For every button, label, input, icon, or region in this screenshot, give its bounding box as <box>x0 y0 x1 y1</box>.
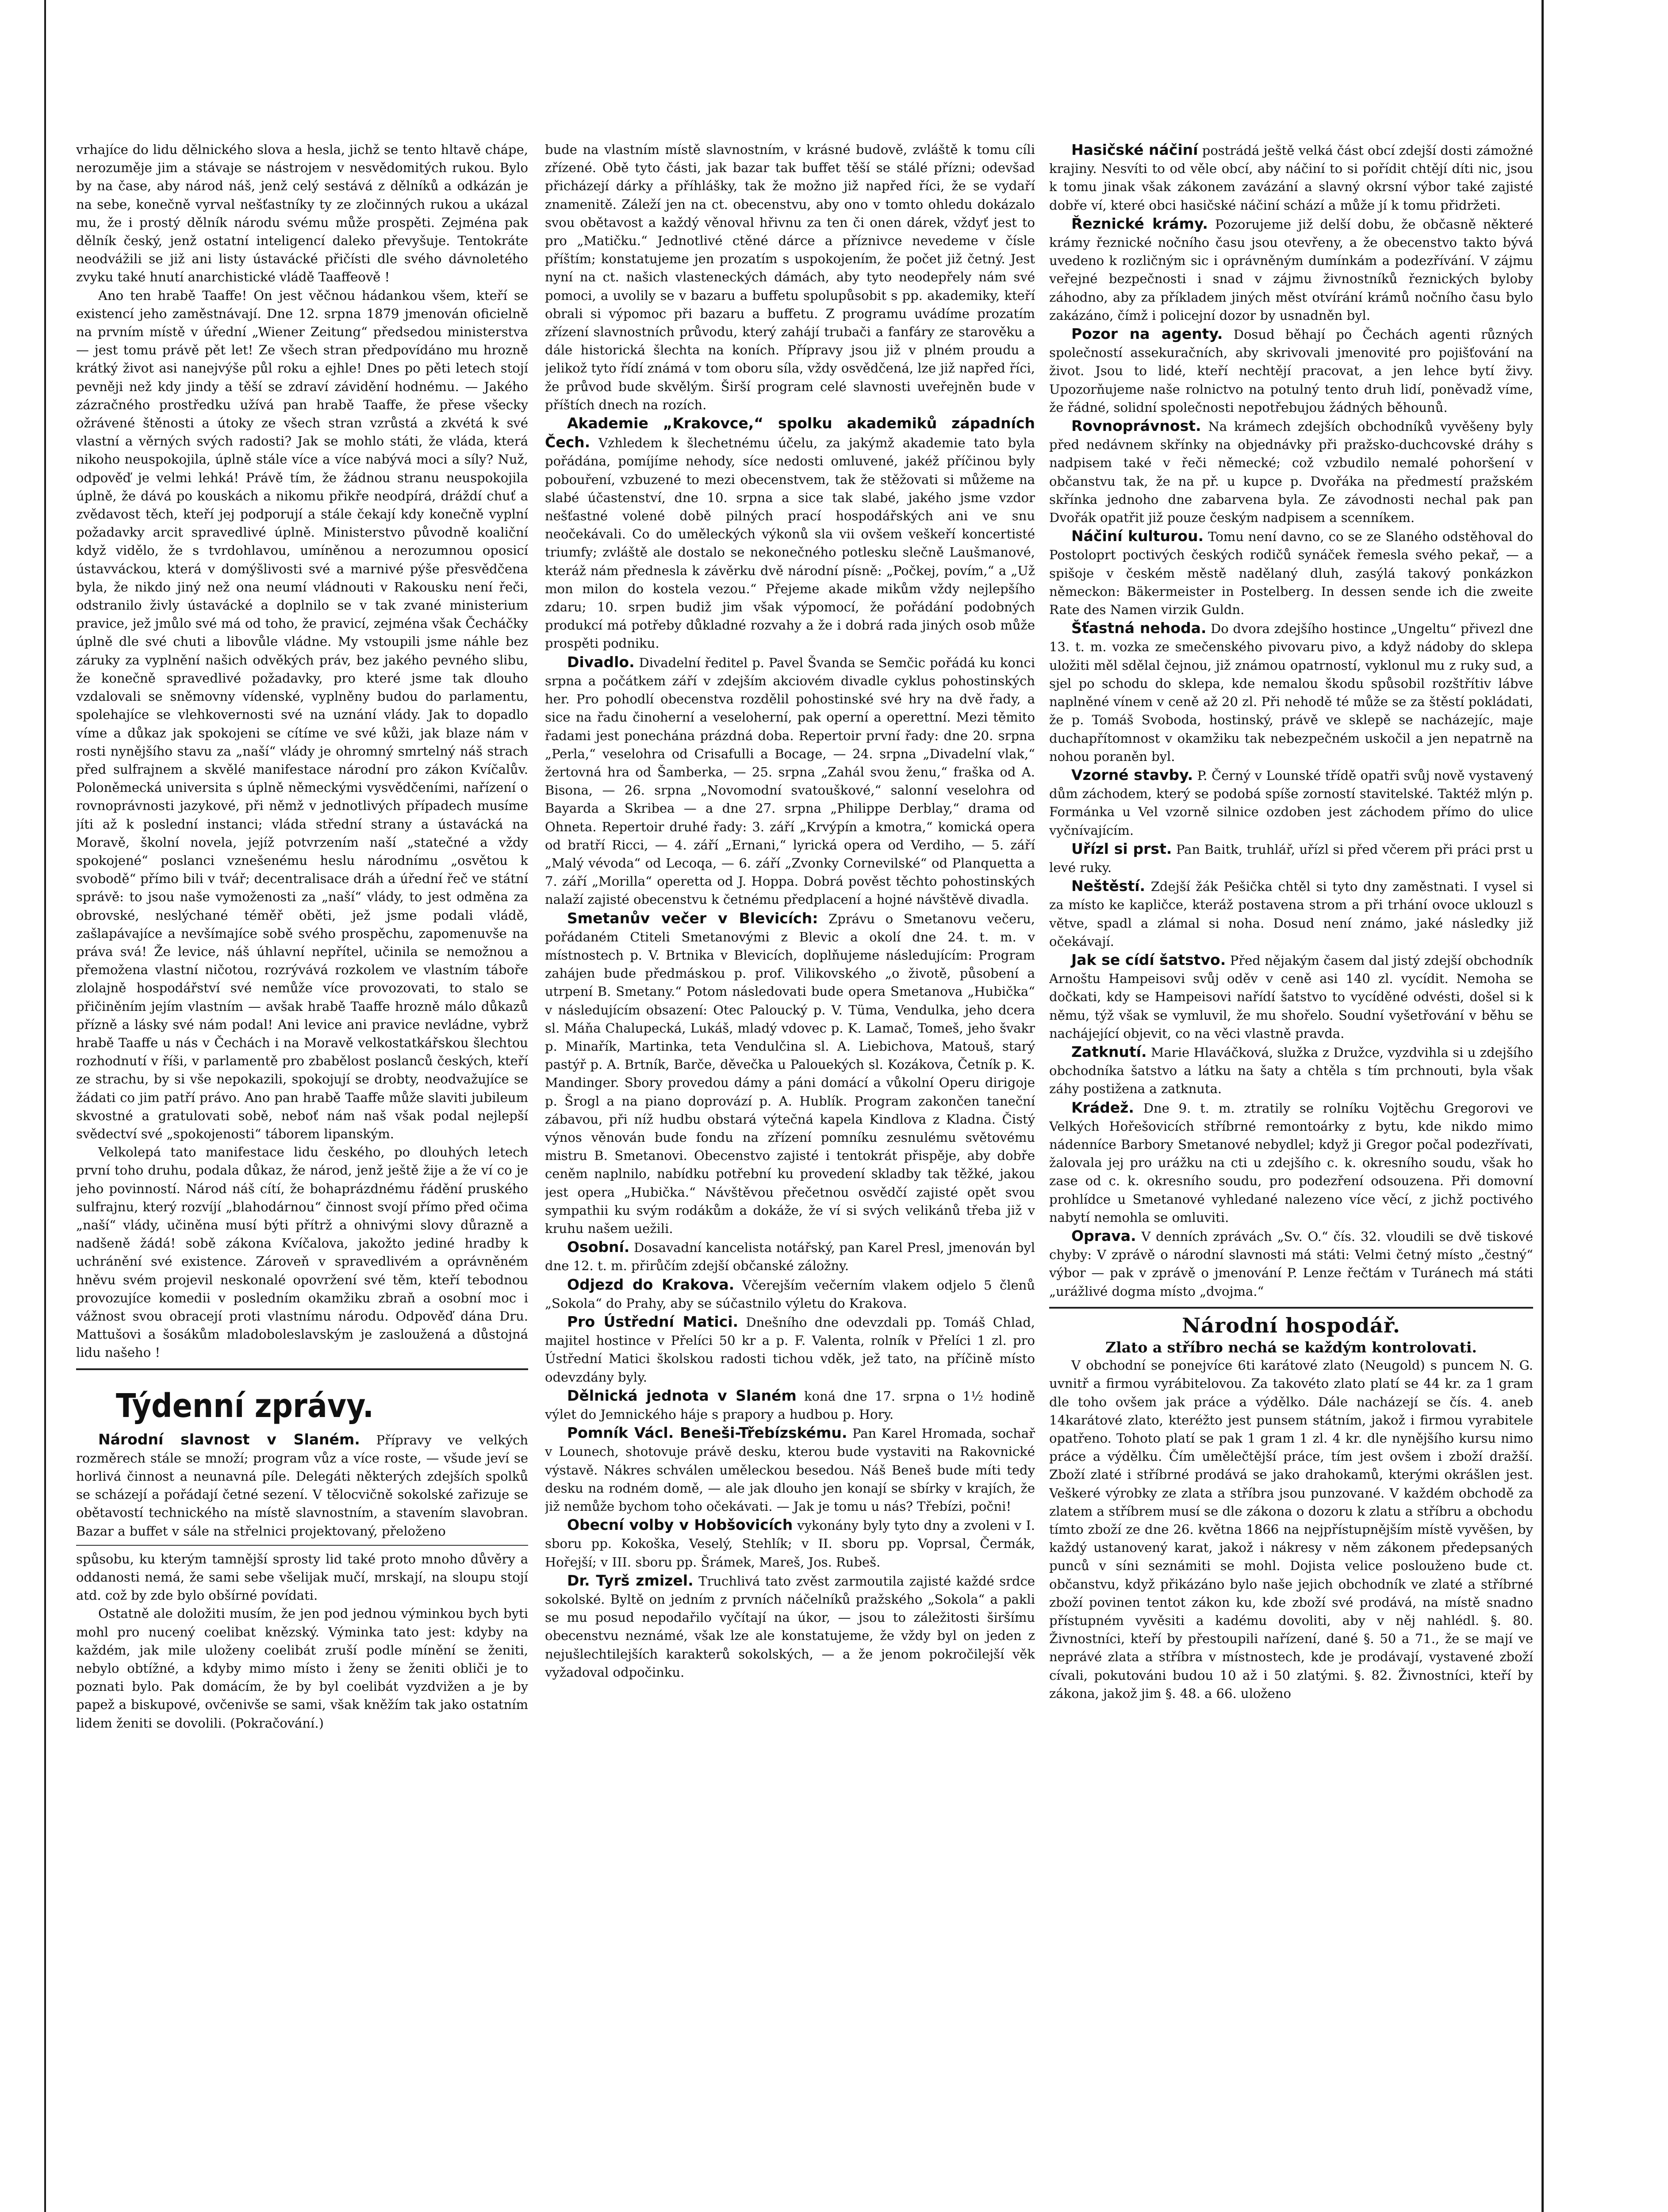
news-heading: Rovnoprávnost. <box>1071 417 1201 435</box>
news-heading: Osobní. <box>567 1238 630 1256</box>
article-paragraph: vrhajíce do lidu dělnického slova a hesla, jichž se tento hltavě chápe, nerozuměje jim a stávaje se nástrojem v nesvědomitých rukou. Bylo by na čase, aby národ náš, jenž celý sestává z dělníků a odkázán je na sebe, konečně vyrval nešťastníky ty ze zločinných rukou a ukázal mu, že i prostý dělník národu svému může prospěti. Zejména pak dělník český, jenž ostatní inteligencí daleko převyšuje. Tentokráte neodvážili se již ani listy ústavácké přičísti dle svého dávnoletého zvyku také hnutí anarchistické vládě Taaffeově ! <box>76 142 528 285</box>
news-text: koná dne 17. srpna o 1½ hodině výlet do Jemnického háje s prapory a hudbou p. Hory. <box>545 1388 1035 1422</box>
news-text: Pozorujeme již delší dobu, že občasně některé krámy řeznické nočního času jsou otevřeny, a že obecenstvo takto bývá uvedeno k rozličným sic i oprávněným dumínkám a podezřívání. V zájmu veřejné bezpečnosti i snad v zájmu živnostníků řeznických byloby záhodno, aby za příkladem jiných měst otvírání krámů nočního času bylo zakázáno, čímž i policejní dozor by usnadněn byl. <box>1049 216 1533 323</box>
column-1 <box>76 141 528 2212</box>
news-text: Na krámech zdejších obchodníků vyvěšeny byly před nedávnem skřínky na objednávky při pražsko-duchcovské dráhy s nadpisem také v řeči německé; což vzbudilo nemalé pohoršení v občanstvu tak, že na př. u kupce p. Dvořáka na předmestí pražském skřínka jednoho dne zabarvena byla. Ze závodnosti nechal pak pan Dvořák opatřit již pouze českým nadpisem a scenníkem. <box>1049 419 1533 526</box>
article-paragraph: Velkolepá tato manifestace lidu českého, po dlouhých letech první toho druhu, podala důkaz, že národ, jenž ještě žije a že ví co je jeho povinností. Národ náš cítí, že bohaprázdnému řádění pruského sulfrajnu, který rozvíjí „blahodárnou“ činnost svojí přímo před očima „naší“ vlády, učiněna musí býti přítrž a ohnivými slovy důrazně a nadšeně žádá! sobě zákona Kvíčalova, jakožto jediné hradby k uchránění své existence. Zároveň v spravedlivém a oprávněném hněvu svém projevil neskonalé opovržení své těm, kteří tebodnou provozujíce komedii v posledním okamžiku zbraň a osobní moc i vážnost svou obracejí proti vlastnímu národu. Odpověď dána Dru. Mattušovi a šosákům mladoboleslavským je zasloužená a důstojná lidu našeho ! <box>76 1144 528 1360</box>
news-text: Truchlivá tato zvěst zarmoutila zajisté každé srdce sokolské. Byltě on jedním z prvních náčelníků pražského „Sokola“ a pakli se mu posud nepodařilo vyčítají na úkor, — jsou to záležitosti širšímu obecenstvu neznámé, však lze ale konstatujeme, že vždy byl on jeden z nejušlechtilejších karakterů sokolských, — a že jenom pokročilejší věk vyžadoval odpočinku. <box>545 1573 1035 1680</box>
section-title: Týdenní zprávy. <box>116 1386 374 1425</box>
news-heading: Oprava. <box>1071 1227 1136 1244</box>
news-heading: Odjezd do Krakova. <box>567 1275 735 1293</box>
news-heading: Hasičské náčiní <box>1071 141 1198 158</box>
news-text: Tomu není davno, co se ze Slaného odstěhoval do Postoloprt poctivých českých rodičů synáček řemesla svého pekař, — a spišoje v českém městě nadělaný dluh, zasýlá takový ponkázkon německon: Bäkermeister in Postelberg. In dessen sende ich die zweite Rate des Namen virzik Guldn. <box>1049 529 1533 618</box>
news-heading: Pomník Václ. Beneši-Třebízskému. <box>567 1424 847 1442</box>
news-text: P. Černý v Lounské třídě opatři svůj nově vystavený dům záchodem, který se podobá spíše zorností stavitelské. Taktéž mlýn p. Formánka u Vel vzorně silnice ozdoben jest záchodem přímo do ulice vyčnívajícím. <box>1049 768 1533 838</box>
news-heading: Národní slavnost v Slaném. <box>98 1430 360 1448</box>
article-paragraph: Ano ten hrabě Taaffe! On jest věčnou hádankou všem, kteří se existencí jeho zaměstnávají. Dne 12. srpna 1879 jmenován oficielně na prvním místě v úřední „Wiener Zeitung“ předsedou ministerstva — jest tomu právě pět let! Ze všech stran předpovídáno mu hrozně krátký život asi nanejvýše půl roku a ejhle! Dnes po pěti letech stojí pevněji než kdy jindy a těší se zdraví závidění hodnému. — Jakého zázračného prostředku užívá pan hrabě Taaffe, že přese všecky ožrávené štěnosti a útoky ze všech stran vzrůstá a zkvétá k své vlastní a věrných svých radosti? Jak se mohlo státi, že vláda, která nikoho neuspokojila, úplně stále více a více nabývá moci a síly? Nuž, odpověď je velmi lehká! Právě tím, že žádnou stranu neuspokojila úplně, že dává po kouskách a nikomu přikře neodpírá, dráždí chuť a zvědavost těch, kteří jej podporují a stále čekají kdy konečně vyplní požadavky arcit spravedlivé úplně. Ministerstvo původně koaliční když vidělo, že s tvrdohlavou, umíněnou a nerozumnou oposicí ústavváckou, která v domýšlivosti své a marnivé pýše přesvědčena byla, že nikdo jiný než ona neumí vládnouti v Rakousku není řeči, odstranilo živly ústavácké a doplnilo se v tak zvané ministerium pravice, jež jmůlo své má od toho, že pravicí, zejména však Čecháčky úplně dle své chuti a libovůle vládne. My vstoupili jsme náhle bez záruky za vyplnění našich odvěkých práv, bez jakého pevného slibu, že konečně spravedlivé požadavky, pro které jsme tak dlouho vzdalovali se sněmovny vídenské, vyplněny budou do parlamentu, spolehajíce se vlehkovernosti své na uznání vlády. Jak to dopadlo víme a důkaz jak spokojeni se cítíme ve své kůži, jak blaze nám v rosti nynějšího stavu za „naší“ vlády je ohromný smrtelný náš strach před sulfrajnem a skvělé manifestace národní pro zákon Kvíčalův. Poloněmecká universita s úplně německými vysvědčeními, nařízení o rovnoprávnosti jazykové, při němž v jednotlivých případech musíme jíti až k poslední instanci; vláda střední strany a ústavácká na Moravě, školní novela, jejíž potvrzením naší „statečné a vždy spokojené“ poslanci vznešenému heslu národnímu „osvětou k svobodě“ přímo bili v tvář; decentralisace dráh a úřední řeč ve státní správě: to jsou naše vymoženosti za „naší“ vlády, to jest odměna za obrovské, neslýchané téměř oběti, jež jsme podali vládě, zašlapávajíce a nevšímajíce sobě svého prospěchu, zapomenuvše na práva svá! Že levice, náš úhlavní nepřítel, učinila se nemožnou a přemožena vlastní ničotou, rozrývává rozkolem ve vlastním táboře zlolajně hospodářství své nemůže více provozovati, to stalo se přičiněním jejím vlastním — avšak hrabě Taaffe hrozně málo důkazů přízně a lásky své nám podal! Ani levice ani pravice nevládne, vybrž hrabě Taaffe u nás v Čechách i na Moravě velkostatkářskou šlechtou rozhodnutí v říši, v parlamentě pro zbabělost poslanců českých, kteří ze strachu, by si vše nepokazili, spokojují se drobty, neodvažujíce se žádati co jim patří právo. Ano pan hrabě Taaffe může slaviti jubileum skvostné a gratulovati sobě, neboť nám naš však podal nejlepší svědectví své „spokojenosti“ táborem lipanským. <box>76 288 528 1141</box>
section-divider <box>76 1368 528 1370</box>
continuation-paragraph: spůsobu, ku kterým tamnější sprosty lid také proto mnoho důvěry a oddanosti nemá, že sami sebe všelijak mučí, mrskají, na sloupu stojí atd. což by zde bylo obšírné povídati. <box>76 1551 528 1603</box>
section-title: Národní hospodář. <box>1182 1313 1400 1337</box>
news-heading: Neštěstí. <box>1071 877 1146 895</box>
article-paragraph: V obchodní se ponejvíce 6ti karátové zlato (Neugold) s puncem N. G. uvnitř a firmou vyrábitelovou. Za takovéto zlato platí se 44 kr. za 1 gram dle toho ovšem jak práce a výdělko. Dále nacházejí se čís. 4. aneb 14karátové zlato, kteréžto jest punsem státním, jakož i firmou vyrabitele opatřeno. Tohoto platí se pak 1 gram 1 zl. 4 kr. dle nynějšího kursu nimo práce a výdělku. Čím umělečtější práce, tím jest ovšem i zboží dražší. Zboží zlaté i stříbrné prodává se jako drahokamů, kterými okrášlen jest. Veškeré výrobky ze zlata a stříbra jsou punzované. V každém obchodě za zlatem a stříbrem musí se dle zákona o dozoru k zlatu a stříbru a obchodu tímto zboží ze dne 26. května 1866 na nejpřístupnějším místě vyvěšen, by každý ustanovený karat, jakož i nákresy v něm zákonem předepsaných punců v síni seznámiti se mohl. Dojista velice poslouženo bude ct. občanstvu, když přikázáno bylo naše jejich obchodník ve zlaté a stříbrné zboží povinen tentot zákon ku, kde zboží své prodává, na místě snadno přístupném vyvěsiti a kadému dovoliti, aby v něj nahlédl. §. 80. Živnostníci, kteří by přestoupili nařízení, dané §. 50 a 71., že se mají ve neprávé zlata a stříbra v místnostech, kde je prodávají, vystavené zboží cívali, pokutováni budou 10 až i 50 zlatými. §. 82. Živnostníci, kteří by zákona, jakož jim §. 48. a 66. uloženo <box>1049 1358 1533 1701</box>
news-text: Dosavadní kancelista notářský, pan Karel Presl, jmenován byl dne 12. t. m. přirůčím zdejší občanské záložny. <box>545 1240 1035 1274</box>
news-text: Vzhledem k šlechetnému účelu, za jakýmž akademie tato byla pořádána, pomíjíme nehody, síce nedosti omluvené, jakéž příčinou byly pobouření, vzbuzené to mezi obecenstvem, tak že stěžovati si můžeme na slabé účastenství, dne 10. srpna a sice tak slabé, jakého jsme vzdor nešťastné volené době pilných prací hospodářských ani ve snu neočekávali. Co do uměleckých výkonů sla vii ovšem veškeří koncertisté triumfy; zvláště ale dostalo se nekonečného potlesku slečně Laušmanové, kteráž nám přednesla k závěrku dvě národní písně: „Počkej, povím,“ a „Už mon milon do kostela vezou.“ Přejeme akade mikům vždy nejlepšího zdaru; 10. srpen budiž jim však výpomocí, že pořádání podobných produkcí má potřeby důkladné rozvahy a že i dobrá rada jiných osob může prospěti podniku. <box>545 435 1035 651</box>
news-text: Přípravy ve velkých rozměrech stále se množí; program vůz a více roste, — všude jeví se horlivá činnost a neunavná píle. Delegáti některých zdejších spolků se scházejí a pořádají četné sezení. V tělocvičně sokolské zařizuje se obětavostí technického na místě slavnostním, a stavením slavobran. Bazar a buffet v sále na střelnici projektovaný, přeloženo <box>76 1432 528 1539</box>
news-heading: Vzorné stavby. <box>1071 766 1193 783</box>
article-paragraph: bude na vlastním místě slavnostním, v krásné budově, zvláště k tomu cíli zřízené. Obě tyto části, jak bazar tak buffet těší se stálé přízni; odevšad přicházejí dárky a příhlášky, tak že možno již napřed říci, že se vydaří znamenitě. Záleží jen na ct. obecenstvu, aby ono v tomto ohledu dokázalo svou obětavost a každý věnoval hřivnu za ten či onen dárek, vždyť jest to pro „Matičku.“ Jednotlivé ctěné dárce a příznivce nevedeme v čísle příštím; konstatujeme jen prozatím s uspokojením, že počet již četný. Jest nyní na ct. našich vlasteneckých dámách, aby tyto neodepřely nám své pomoci, a uvolily se v bazaru a buffetu spolupůsobit s pp. akademiky, kteří obrali si výpomoc při bazaru a buffetu. Z programu uvádíme prozatím zřízení slavnostních průvodu, který zahájí trubači a fanfáry ze starověku a dále historická šlechta na koních. Přípravy jsou již v plném proudu a jelikož tyto řídí známá v tom oboru síla, vždy osvědčená, lze již napřed říci, že průvod bude skvělým. Širší program celé slavnosti uveřejněn bude v příštích dnech na rozích. <box>545 142 1035 412</box>
news-text: Do dvora zdejšího hostince „Ungeltu“ přivezl dne 13. t. m. vozka ze smečenského pivovaru pivo, a když nádoby do sklepa uložiti měl sdělal čejnou, již známou opatrností, vyklonul mu z ruky sud, a sjel po schodu do sklepa, kde nemalou škodu spůsobil rozštřítiv lábve naplněné vínem v ceně až 20 zl. Při nehodě té může se za štěstí pokládati, že p. Tomáš Svoboda, hostinský, právě ve sklepě se nacházejíc, maje duchapřítomnost v okamžiku tak nebezpečném uskočil a jen nepatrně na nohou poraněn byl. <box>1049 621 1533 764</box>
news-heading: Smetanův večer v Blevicích: <box>567 909 818 927</box>
news-text: vykonány byly tyto dny a zvoleni v I. sboru pp. Kokoška, Veselý, Stehlík; v II. sboru pp. Voprsal, Čermák, Hořejší; v III. sboru pp. Šrámek, Mareš, Jos. Rubeš. <box>545 1518 1035 1570</box>
news-text: Divadelní ředitel p. Pavel Švanda se Semčic pořádá ku konci srpna a počátkem září v zdejším akciovém divadle cyklus pohostinských her. Pro pohodlí obecenstva rozdělil pohostinské své hry na dvě řady, a sice na řadu činoherní a veseloherní, pak operní a operettní. Mezi těmito řadami jest ponechána prázdná doba. Repertoir první řady: dne 20. srpna „Perla,“ veselohra od Crisafulli a Bocage, — 24. srpna „Divadelní vlak,“ žertovná hra od Šamberka, — 25. srpna „Zahál svou ženu,“ fraška od A. Bisona, — 26. srpna „Novomodní svatouškové,“ salonní veselohra od Bayarda a Skribea — a dne 27. srpna „Philippe Derblay,“ drama od Ohneta. Repertoir druhé řady: 3. září „Krvýpín a kmotra,“ komická opera od bratří Ricci, — 4. září „Ernani,“ lyrická opera od Verdiho, — 5. září „Malý vévoda“ od Lecoqa, — 6. září „Zvonky Cornevilské“ od Planquetta a 7. září „Morilla“ operetta od J. Hoppa. Dobrá pověst těchto pohostinských nalaží zajisté obecenstvu k četnému předplacení a hojné návštěvě divadla. <box>545 655 1035 907</box>
news-text: Dnešního dne odevzdali pp. Tomáš Chlad, majitel hostince v Přelíci 50 kr a p. F. Valenta, rolník v Přelíci 1 zl. pro Ústřední Matici školskou radosti tichou vděk, jež tato, na příčině místo odevzdány byly. <box>545 1315 1035 1385</box>
news-heading: Řeznické krámy. <box>1071 215 1208 232</box>
news-text: Dne 9. t. m. ztratily se rolníku Vojtěchu Gregorovi ve Velkých Hořešovicích stříbrné remontoárky z bytu, kde nikdo mimo nádenníce Barbory Smetanové nebydlel; když ji Gregor počal podezřívati, žalovala jej pro urážku na cti u zdejšího c. k. okresního soudu, však ho zase od c. k. okresního soudu, pro podezření odsouzena. Při domovní prohlídce u Smetanové vyhledané nalezeno více věcí, z jichž poctivého nabytí nemohla se omluviti. <box>1049 1100 1533 1225</box>
news-text: Zprávu o Smetanovu večeru, pořádaném Ctiteli Smetanovými z Blevic a okolí dne 24. t. m. v místnostech p. V. Brtnika v Blevicích, doplňujeme následujícím: Program zahájen bude předmáskou p. prof. Vilikovského „o životě, působení a utrpení B. Smetany.“ Potom následovati bude opera Smetanova „Hubička“ v následujícím obsazení: Otec Paloucký p. V. Tüma, Vendulka, jeho dcera sl. Máňa Chalupecká, Lukáš, mladý vdovec p. K. Lamač, Tomeš, jeho švakr p. Minařík, Martinka, teta Vendulčina sl. A. Liebichova, Matouš, starý pastýř p. A. Brtník, Barče, děvečka u Palouekých sl. Kozákova, Četník p. K. Mandinger. Sbory provedou dámy a páni domácí a vůkolní Operu dirigoje p. Šrogl a na piano doprovází p. A. Hublík. Program zakončen taneční zábavou, při níž hudbu obstará výtečná kapela Kindlova z Kladna. Čistý výnos věnován bude fondu na zřízení pomníku zesnulému světovému mistru B. Smetanovi. Obecenstvo zajisté i tentokrát přispěje, aby dobře ceněm naplnilo, nabídku potřební ku provedení skladby tak těžké, jakou jest opera „Hubička.“ Návštěvou přečetnou osvědčí zajisté opět svou sympathii ku svým rodákům a dokáže, že ví si svých velikánů třeba již v kruhu našem uežili. <box>545 911 1035 1236</box>
column-2 <box>545 141 1035 2212</box>
news-text: Zdejší žák Pešička chtěl si tyto dny zaměstnati. I vysel si za místo ke kapličce, kteráž postavena strom a při trhání ovoce uklouzl s větve, spadl a zlámal si noha. Dosud není známo, jaké následky již očekávají. <box>1049 879 1533 949</box>
article-title: Zlato a stříbro nechá se každým kontrolovati. <box>1105 1339 1477 1356</box>
column-3 <box>1049 141 1533 2212</box>
news-text: Marie Hlaváčková, služka z Družce, vyzdvihla si u zdejšího obchodníka šatstvo a látku na šaty a chtěla s tím prchnouti, byla však záhy postižena a zatknuta. <box>1049 1045 1533 1097</box>
news-heading: Jak se cídí šatstvo. <box>1071 951 1226 968</box>
news-heading: Šťastná nehoda. <box>1071 619 1207 637</box>
news-heading: Pro Ústřední Matici. <box>567 1313 739 1330</box>
news-heading: Krádež. <box>1071 1098 1134 1116</box>
news-text: Pan Baitk, truhlář, uřízl si před včerem při práci prst u levé ruky. <box>1049 841 1533 875</box>
news-heading: Náčiní kulturou. <box>1071 527 1204 545</box>
news-text: V denních zprávách „Sv. O.“ čís. 32. vloudili se dvě tiskové chyby: V zprávě o národní slavnosti má státi: Velmi četný místo „čestný“ výbor — pak v zprávě o jmenování P. Lenze řečtám v Turánech má státi „urážlivé dogma místo „dvojma.“ <box>1049 1229 1533 1299</box>
news-heading: Akademie „Krakovce,“ spolku akademiků západních Čech. <box>545 415 1035 451</box>
news-text: Dosud běhají po Čechách agenti různých společností assekuračních, aby skrivovali jmenovité pro pojišťování na život. Jsou to lidé, kteří nechtějí pracovat, a jen lehce bytí živy. Upozorňujeme naše rolnictvo na potulný tento druh lidí, poněvadž víme, že řádné, solidní společnosti nepotřebujou žádných běhounů. <box>1049 327 1533 415</box>
continuation-paragraph: Ostatně ale doložiti musím, že jen pod jednou výminkou bych byti mohl pro nucený coelibat knězský. Výminka tato jest: kdyby na každém, jak mile uloženy coelibát zruší podle mínění se ženiti, nebylo obtížné, a kdyby mimo místo i ženy se ženiti obliči je to poznati bylo. Pak domácím, že by byl coelibát vyzdvižen a je by papež a biskupové, ovčenivše se sami, však kněžím tak jako ostatním lidem ženiti se dovolili. (Pokračování.) <box>76 1606 528 1731</box>
news-heading: Dr. Tyrš zmizel. <box>567 1571 694 1589</box>
news-text: Před nějakým časem dal jistý zdejší obchodník Arnoštu Hampeisovi svůj oděv v ceně asi 140 zl. vycídit. Nemoha se dočkati, kdy se Hampeisovi nařídí šatstvo to vycíděné odvésti, došel si k němu, týž však se vymluvil, že mu shořelo. Soudní vyšetřování v běhu se nachájející objevit, co na věci vlastně pravda. <box>1049 952 1533 1041</box>
news-text: Pan Karel Hromada, sochař v Lounech, shotovuje právě desku, kterou bude vystaviti na Rakovnické výstavě. Nákres schválen uměleckou besedou. Náš Beneš bude míti tedy desku na rodném domě, — ale jak dlouho jen konají se sbírky v krajích, že již nemůže bychom toho očekávati. — Jak je tomu u nás? Třebízi, počni! <box>545 1426 1035 1514</box>
news-heading: Uřízl si prst. <box>1071 840 1172 857</box>
news-heading: Zatknutí. <box>1071 1043 1147 1060</box>
news-heading: Pozor na agenty. <box>1071 325 1223 343</box>
news-text: Včerejším večerním vlakem odjelo 5 členů „Sokola“ do Prahy, aby se súčastnilo výletu do Krakova. <box>545 1277 1035 1311</box>
section-divider <box>1049 1307 1533 1309</box>
section-divider <box>76 1545 528 1546</box>
news-text: postrádá ještě velká část obcí zdejší dosti zámožné krajiny. Nesvíti to od věle obcí, aby náčiní to si pořídit chtějí díti nic, jsou k tomu jinak však zákonem zavázání a slavný okrsní výbor také zajisté dobře ví, které obci hasičské náčiní schází a může jí k tomu přidržeti. <box>1049 143 1533 213</box>
left-page-edge <box>44 0 46 2212</box>
news-heading: Divadlo. <box>567 653 635 671</box>
right-page-edge <box>1541 0 1544 2212</box>
news-heading: Dělnická jednota v Slaném <box>567 1386 797 1404</box>
news-heading: Obecní volby v Hobšovicích <box>567 1516 793 1534</box>
